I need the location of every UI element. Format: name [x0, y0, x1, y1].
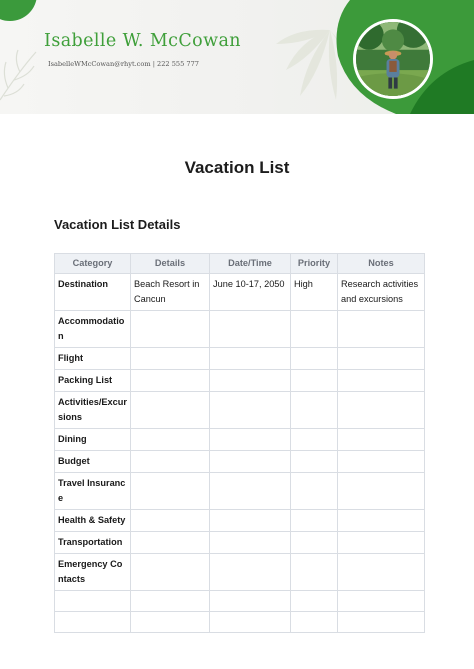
- table-cell: [291, 311, 338, 348]
- table-cell: [338, 612, 425, 633]
- table-cell: [131, 348, 210, 370]
- table-cell: [131, 392, 210, 429]
- table-cell-category: [55, 612, 131, 633]
- table-cell-category: Destination: [55, 274, 131, 311]
- table-cell: [338, 554, 425, 591]
- table-cell: [131, 554, 210, 591]
- table-row: [55, 554, 425, 591]
- table-cell: [131, 612, 210, 633]
- green-circle-decoration: [0, 0, 37, 21]
- table-cell: [131, 473, 210, 510]
- table-cell: [338, 473, 425, 510]
- table-cell: [291, 532, 338, 554]
- table-cell: [131, 591, 210, 612]
- table-cell: [291, 591, 338, 612]
- table-cell-category: Travel Insurance: [55, 473, 131, 510]
- table-cell-category: Flight: [55, 348, 131, 370]
- table-cell: [291, 392, 338, 429]
- table-cell: [210, 429, 291, 451]
- table-cell: [210, 348, 291, 370]
- table-cell: [210, 392, 291, 429]
- table-cell: [131, 510, 210, 532]
- table-row: [55, 370, 425, 392]
- column-header-category: Category: [55, 254, 131, 274]
- page-title: Vacation List: [184, 158, 290, 177]
- table-header-row: [55, 254, 425, 274]
- table-cell: [131, 532, 210, 554]
- table-cell: [291, 612, 338, 633]
- profile-photo: [353, 19, 433, 99]
- table-cell: [210, 612, 291, 633]
- table-row: [55, 274, 425, 311]
- table-cell: [131, 429, 210, 451]
- table-cell: [210, 554, 291, 591]
- table-cell: [131, 370, 210, 392]
- table-cell-category: Packing List: [55, 370, 131, 392]
- table-row: [55, 311, 425, 348]
- table-cell: [338, 591, 425, 612]
- table-cell: [338, 510, 425, 532]
- table-cell: [338, 370, 425, 392]
- vacation-table: [54, 253, 425, 633]
- table-cell: [338, 451, 425, 473]
- table-cell: [210, 510, 291, 532]
- table-row: [55, 348, 425, 370]
- table-cell-category: Health & Safety: [55, 510, 131, 532]
- table-row: [55, 532, 425, 554]
- author-name: Isabelle W. McCowan: [44, 31, 241, 51]
- table-cell: [291, 451, 338, 473]
- table-cell-category: [55, 591, 131, 612]
- section-title: Vacation List Details: [54, 217, 181, 232]
- table-row: [55, 473, 425, 510]
- table-cell: [338, 348, 425, 370]
- table-cell: [291, 429, 338, 451]
- table-cell: [210, 451, 291, 473]
- table-cell: Research activities and excursions: [338, 274, 425, 311]
- table-cell: [210, 532, 291, 554]
- table-cell: [210, 311, 291, 348]
- table-row: [55, 510, 425, 532]
- table-cell: [131, 451, 210, 473]
- column-header-notes: Notes: [338, 254, 425, 274]
- table-cell-category: Dining: [55, 429, 131, 451]
- table-cell: [338, 532, 425, 554]
- table-cell: [210, 473, 291, 510]
- table-row: [55, 392, 425, 429]
- table-cell-category: Emergency Contacts: [55, 554, 131, 591]
- table-cell: [291, 473, 338, 510]
- table-cell: [291, 348, 338, 370]
- table-cell: June 10-17, 2050: [210, 274, 291, 311]
- table-cell: High: [291, 274, 338, 311]
- table-cell-category: Budget: [55, 451, 131, 473]
- table-cell: [291, 370, 338, 392]
- table-cell: [338, 311, 425, 348]
- leaf-decoration-left: [0, 50, 36, 100]
- contact-info: IsabelleWMcCowan@rhyt.com | 222 555 777: [48, 60, 199, 68]
- table-cell-category: Activities/Excursions: [55, 392, 131, 429]
- letterhead: [0, 0, 474, 114]
- table-row: [55, 451, 425, 473]
- table-cell: [291, 554, 338, 591]
- table-cell: [291, 510, 338, 532]
- table-cell: Beach Resort in Cancun: [131, 274, 210, 311]
- table-cell: [338, 429, 425, 451]
- table-cell-category: Accommodation: [55, 311, 131, 348]
- column-header-date-time: Date/Time: [210, 254, 291, 274]
- column-header-priority: Priority: [291, 254, 338, 274]
- table-cell: [210, 591, 291, 612]
- table-row: [55, 612, 425, 633]
- table-cell: [338, 392, 425, 429]
- table-row: [55, 429, 425, 451]
- table-cell: [210, 370, 291, 392]
- table-cell-category: Transportation: [55, 532, 131, 554]
- traveler-photo-icon: [356, 22, 430, 96]
- table-cell: [131, 311, 210, 348]
- column-header-details: Details: [131, 254, 210, 274]
- table-row: [55, 591, 425, 612]
